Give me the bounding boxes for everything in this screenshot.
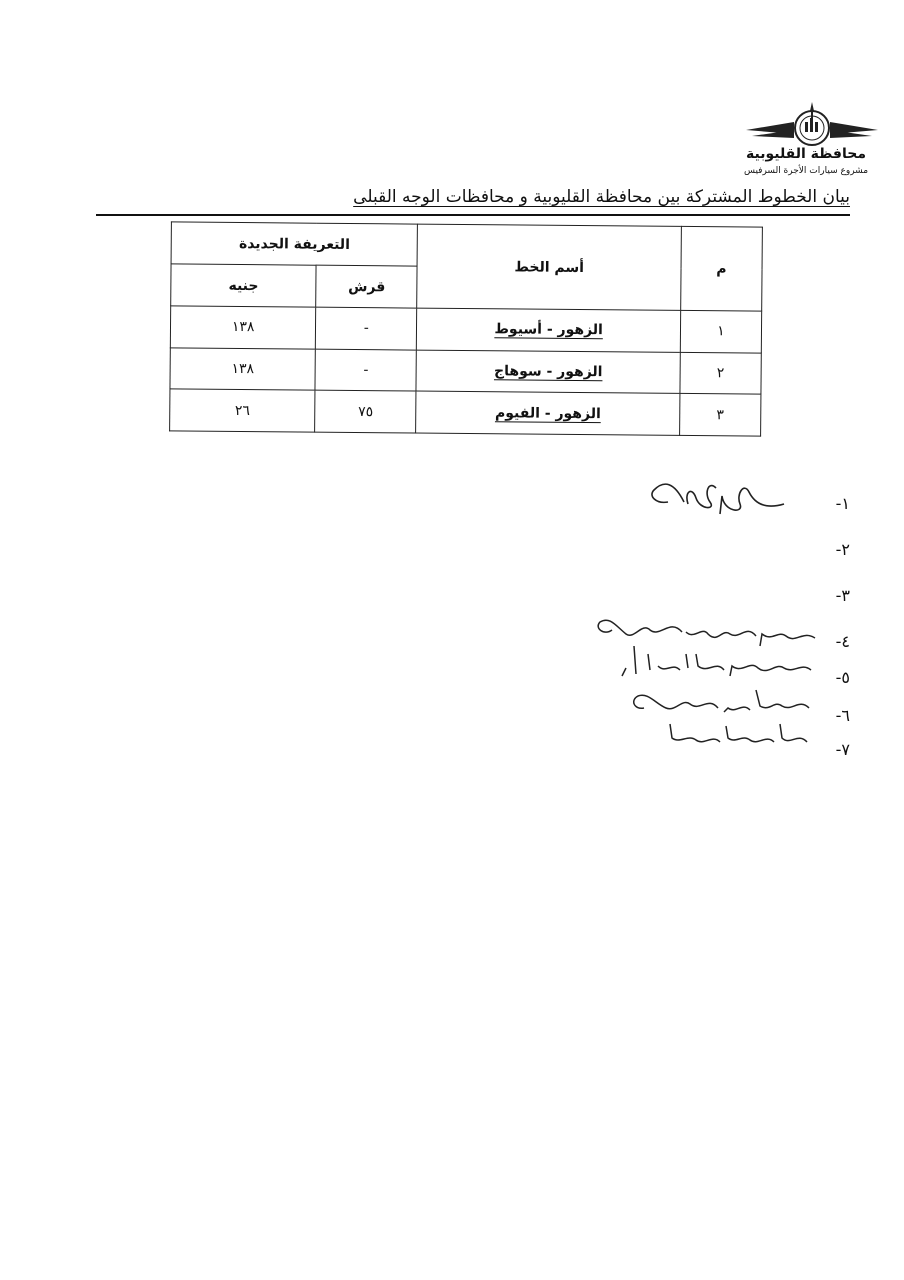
route-name: الزهور - سوهاج <box>493 363 603 381</box>
document-title-text: بيان الخطوط المشتركة بين محافظة القليوبية و محافظات الوجه القبلى <box>353 187 850 207</box>
signature-number: ٢- <box>835 540 850 559</box>
header-route: أسم الخط <box>417 224 681 310</box>
row-num: ٣ <box>679 394 760 436</box>
row-route <box>416 391 680 435</box>
row-qirsh: ٧٥ <box>315 390 417 433</box>
row-route <box>417 308 681 352</box>
fares-table <box>169 221 763 436</box>
row-num: ١ <box>680 310 761 352</box>
row-num: ٢ <box>680 352 761 394</box>
row-qirsh: - <box>316 307 418 350</box>
signature-number: ٦- <box>835 706 850 725</box>
header-pound: جنيه <box>171 264 317 307</box>
signature-row <box>600 480 850 526</box>
handwritten-signature <box>596 640 816 686</box>
header-qirsh: قرش <box>316 265 418 308</box>
header-num: م <box>681 226 763 311</box>
row-pound: ١٣٨ <box>170 306 316 349</box>
signature-number: ١- <box>835 494 850 513</box>
table-row <box>170 306 761 353</box>
signature-row <box>600 526 850 572</box>
row-route <box>416 350 680 394</box>
organization-subtitle: مشروع سيارات الأجرة السرفيس <box>743 166 869 176</box>
signature-number: ٥- <box>835 668 850 687</box>
organization-name: محافظة القليوبية <box>746 146 866 162</box>
table-row <box>170 348 761 395</box>
route-name: الزهور - الفيوم <box>494 404 601 422</box>
signature-number: ٧- <box>835 740 850 759</box>
row-pound: ١٣٨ <box>170 348 316 391</box>
handwritten-signature <box>644 474 794 524</box>
document-title <box>96 180 850 216</box>
signature-number: ٣- <box>835 586 850 605</box>
signature-row <box>600 726 850 760</box>
signature-number: ٤- <box>835 632 850 651</box>
signature-list <box>600 480 850 760</box>
row-qirsh: - <box>315 349 417 392</box>
row-pound: ٢٦ <box>170 389 316 432</box>
handwritten-signature <box>662 714 812 754</box>
header-fare-group: التعريفة الجديدة <box>171 222 418 266</box>
route-name: الزهور - أسيوط <box>494 321 603 339</box>
table-row <box>170 389 761 436</box>
